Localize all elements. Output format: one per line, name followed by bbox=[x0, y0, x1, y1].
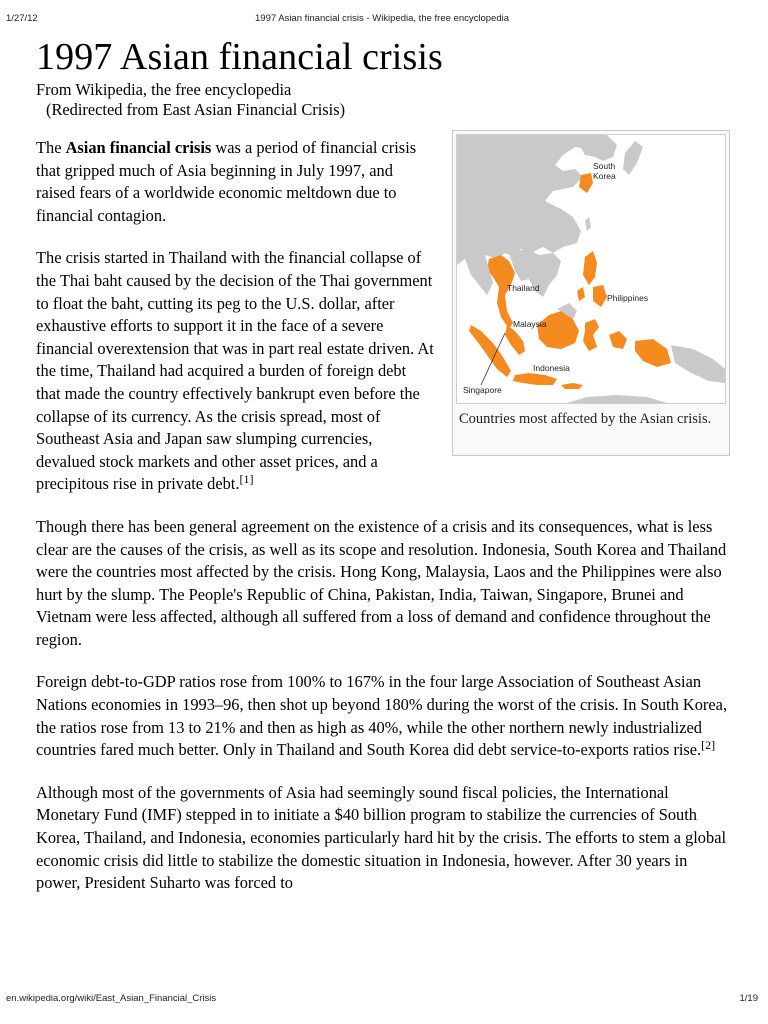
from-line-text: From Wikipedia, the free encyclopedia bbox=[36, 80, 292, 99]
asia-map-svg bbox=[457, 135, 725, 403]
from-line bbox=[36, 80, 730, 100]
map-label-south-korea-1: South bbox=[593, 161, 616, 171]
article-title: 1997 Asian financial crisis bbox=[36, 36, 443, 78]
print-page-title: 1997 Asian financial crisis - Wikipedia, the free encyclopedia bbox=[255, 13, 509, 24]
map-label-thailand: Thailand bbox=[507, 283, 540, 293]
asia-map-image[interactable] bbox=[456, 134, 726, 404]
map-figure bbox=[452, 130, 730, 456]
redirect-line-text: (Redirected from East Asian Financial Crisis) bbox=[46, 100, 346, 119]
intro-bold-term: Asian financial crisis bbox=[65, 138, 212, 157]
print-date: 1/27/12 bbox=[6, 13, 38, 24]
print-page-count: 1/19 bbox=[739, 993, 758, 1004]
paragraph-thailand-text: The crisis started in Thailand with the financial collapse of the Thai baht caused by the decision of the Thai government to float the baht, cutting its peg to the U.S. dollar, after exhaustive efforts to support it in the face of a severe financial overextension that was in part real estate driven. At the time, Thailand had acquired a burden of foreign debt that made the country effectively bankrupt even before the collapse of its currency. As the crisis spread, most of Southeast Asia and Japan saw slumping currencies, devalued stock markets and other asset prices, and a precipitous rise in private debt. bbox=[36, 248, 434, 494]
article-content bbox=[36, 34, 730, 895]
paragraph-imf: Although most of the governments of Asia had seemingly sound fiscal policies, the International Monetary Fund (IMF) stepped in to initiate a $40 billion program to stabilize the currencies of South Korea, Thailand, and Indonesia, economies particularly hard hit by the crisis. The efforts to stem a global economic crisis did little to stabilize the domestic situation in Indonesia, however. After 30 years in power, President Suharto was forced to bbox=[36, 782, 727, 893]
paragraph-debt-ratios bbox=[36, 671, 730, 761]
paragraph-consequences: Though there has been general agreement on the existence of a crisis and its consequences, what is less clear are the causes of the crisis, as well as its scope and resolution. Indonesia, South Korea and Thailand were the countries most affected by the crisis. Hong Kong, Malaysia, Laos and the Philippines were also hurt by the slump. The People's Republic of China, Pakistan, India, Taiwan, Singapore, Brunei and Vietnam were less affected, although all suffered from a loss of demand and confidence throughout the region. bbox=[36, 516, 727, 649]
map-label-indonesia: Indonesia bbox=[533, 363, 570, 373]
map-label-philippines: Philippines bbox=[607, 293, 649, 303]
map-label-south-korea-2: Korea bbox=[593, 171, 616, 181]
map-label-singapore: Singapore bbox=[463, 385, 502, 395]
reference-link-1[interactable]: [1] bbox=[239, 472, 254, 487]
reference-link-2[interactable]: [2] bbox=[701, 738, 716, 753]
print-footer bbox=[6, 993, 758, 1007]
print-header bbox=[6, 13, 758, 27]
paragraph-debt-ratios-text: Foreign debt-to-GDP ratios rose from 100% to 167% in the four large Association of Southeast Asian Nations economies in 1993–96, then shot up beyond 180% during the worst of the crisis. In South Korea, the ratios rose from 13 to 21% and then as high as 40%, while the other northern newly industrialized countries fared much better. Only in Thailand and South Korea did debt service-to-exports ratios rise. bbox=[36, 672, 728, 760]
print-url: en.wikipedia.org/wiki/East_Asian_Financial_Crisis bbox=[6, 993, 217, 1004]
map-label-malaysia: Malaysia bbox=[513, 319, 547, 329]
map-caption: Countries most affected by the Asian crisis. bbox=[459, 411, 712, 427]
redirect-line bbox=[36, 100, 730, 120]
intro-rest: was a period of financial crisis that gripped much of Asia beginning in July 1997, and raised fears of a worldwide economic meltdown due to financial contagion. bbox=[36, 138, 417, 225]
intro-prefix: The bbox=[36, 138, 66, 157]
